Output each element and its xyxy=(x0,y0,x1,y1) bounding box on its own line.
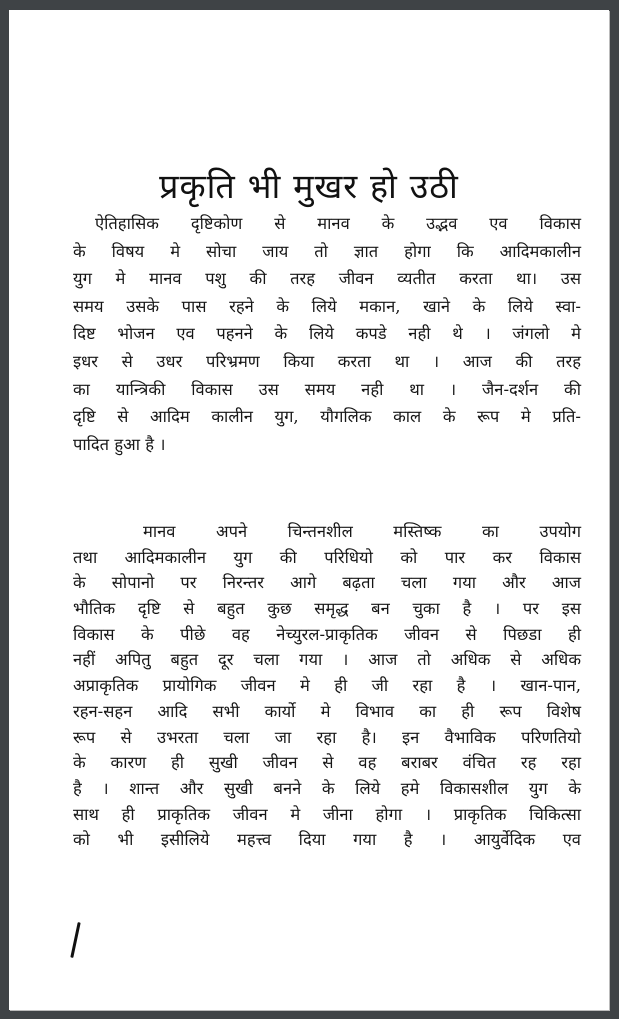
paragraph-1 xyxy=(73,210,581,458)
text-line: के सोपानो पर निरन्तर आगे बढ़ता चला गया और आज xyxy=(73,573,581,593)
text-line: विकास के पीछे वह नेच्युरल-प्राकृतिक जीवन से पिछडा ही xyxy=(73,624,581,644)
text-line: का यान्त्रिकी विकास उस समय नही था । जैन-दर्शन की xyxy=(73,379,581,399)
book-page xyxy=(9,10,609,1010)
text-line: समय उसके पास रहने के लिये मकान, खाने के लिये स्वा- xyxy=(73,296,581,316)
text-line: युग मे मानव पशु की तरह जीवन व्यतीत करता था। उस xyxy=(73,269,581,289)
text-line: है । शान्त और सुखी बनने के लिये हमे विकासशील युग के xyxy=(73,778,581,798)
text-line: भौतिक दृष्टि से बहुत कुछ समृद्ध बन चुका है । पर इस xyxy=(73,599,581,619)
text-line: के कारण ही सुखी जीवन से वह बराबर वंचित रह रहा xyxy=(73,753,581,773)
text-line: अप्राकृतिक प्रायोगिक जीवन मे ही जी रहा है । खान-पान, xyxy=(73,676,581,696)
chapter-title: प्रकृति भी मुखर हो उठी xyxy=(159,167,459,207)
paragraph-2 xyxy=(73,519,581,853)
text-line: रहन-सहन आदि सभी कार्यो मे विभाव का ही रूप विशेष xyxy=(73,701,581,721)
text-line: को भी इसीलिये महत्त्व दिया गया है । आयुर्वेदिक एव xyxy=(73,830,581,850)
text-line: पादित हुआ है । xyxy=(73,434,166,454)
pen-mark xyxy=(70,922,80,958)
text-line: मानव अपने चिन्तनशील मस्तिष्क का उपयोग xyxy=(143,522,581,541)
text-line: ऐतिहासिक दृष्टिकोण से मानव के उद्भव एव विकास xyxy=(95,214,581,233)
text-line: रूप से उभरता चला जा रहा है। इन वैभाविक परिणतियो xyxy=(73,727,581,747)
text-line: नहीं अपितु बहुत दूर चला गया । आज तो अधिक से अधिक xyxy=(73,650,581,670)
text-line: साथ ही प्राकृतिक जीवन मे जीना होगा । प्राकृतिक चिकित्सा xyxy=(73,804,581,824)
text-line: दिष्ट भोजन एव पहनने के लिये कपडे नही थे । जंगलो मे xyxy=(73,324,581,344)
text-line: तथा आदिमकालीन युग की परिधियो को पार कर विकास xyxy=(73,547,581,567)
text-line: इधर से उधर परिभ्रमण किया करता था । आज की तरह xyxy=(73,351,581,371)
text-line: के विषय मे सोचा जाय तो ज्ञात होगा कि आदिमकालीन xyxy=(73,241,581,261)
text-line: दृष्टि से आदिम कालीन युग, यौगलिक काल के रूप मे प्रति- xyxy=(73,407,581,427)
